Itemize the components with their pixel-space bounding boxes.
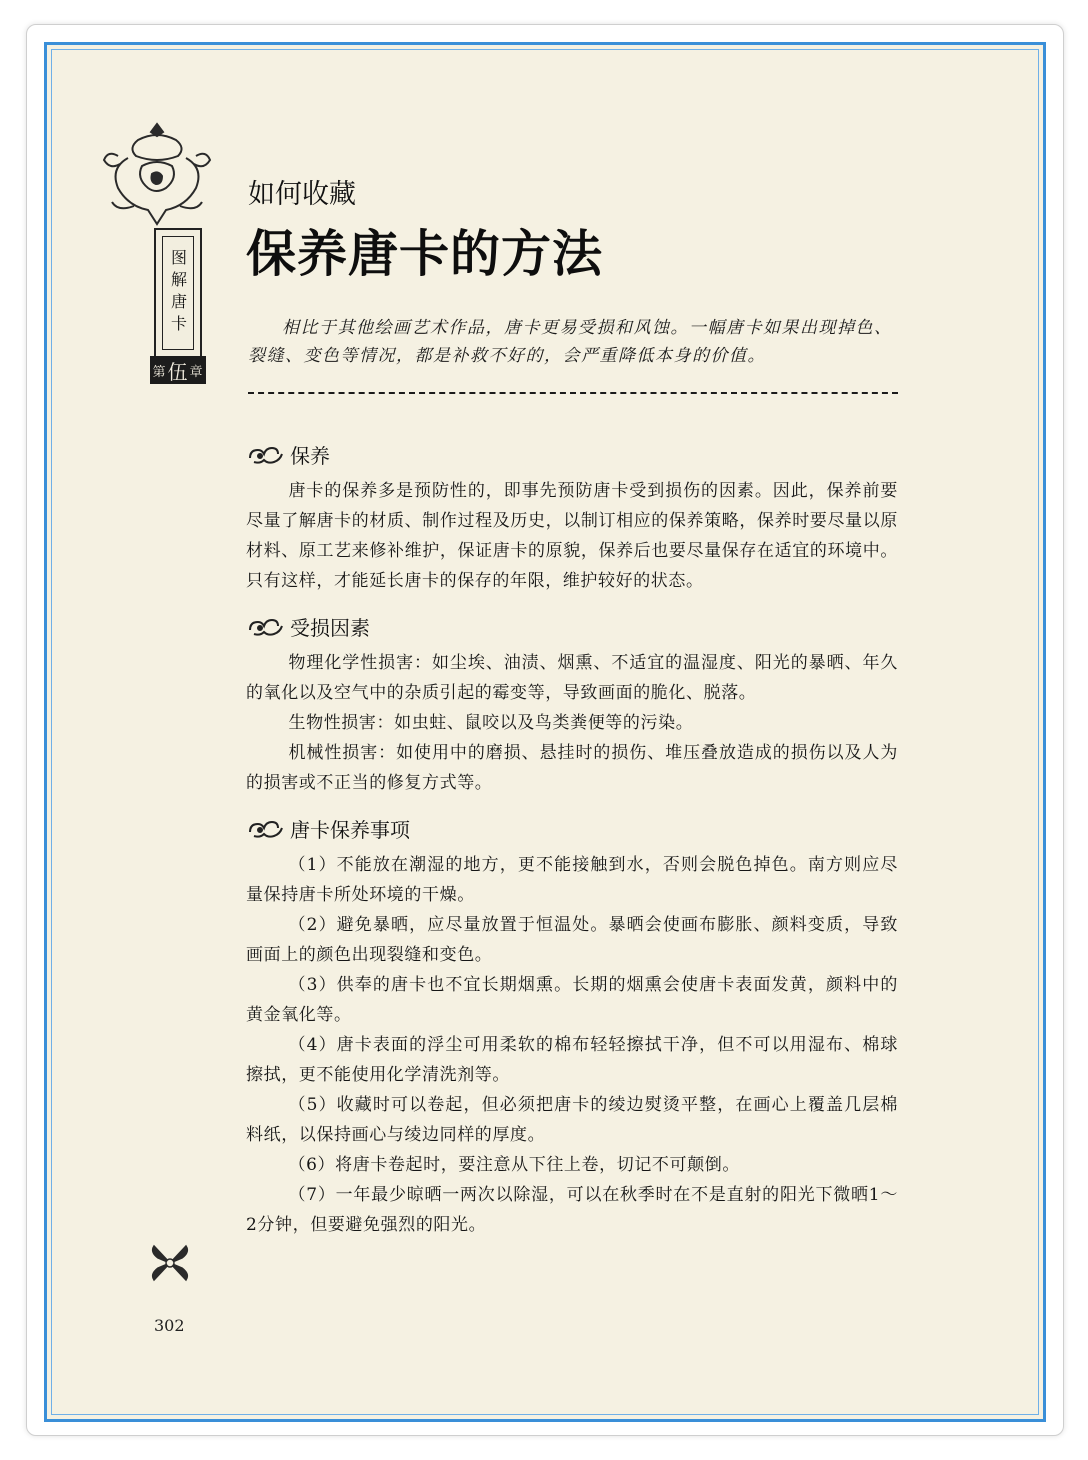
section-heading-damage-factors — [246, 612, 370, 641]
paragraph: （5）收藏时可以卷起，但必须把唐卡的绫边熨烫平整，在画心上覆盖几层棉料纸，以保持画心与绫边同样的厚度。 — [246, 1095, 898, 1145]
paragraph: 物理化学性损害：如尘埃、油渍、烟熏、不适宜的温湿度、阳光的暴晒、年久的氧化以及空气中的杂质引起的霉变等，导致画面的脆化、脱落。 — [246, 653, 898, 703]
vajra-ornament-icon — [146, 1240, 194, 1286]
section-body-damage-factors — [246, 648, 898, 798]
intro-paragraph — [248, 314, 898, 370]
conch-shell-icon — [98, 116, 216, 226]
section-heading-maintenance — [246, 440, 330, 469]
section-heading-text: 唐卡保养事项 — [290, 818, 410, 842]
paragraph: （1）不能放在潮湿的地方，更不能接触到水，否则会脱色掉色。南方则应尽量保持唐卡所处环境的干燥。 — [246, 855, 898, 905]
chapter-prefix: 第 — [152, 364, 167, 380]
section-heading-text: 保养 — [290, 444, 330, 468]
chapter-number: 伍 — [167, 359, 189, 384]
cloud-scroll-icon — [246, 444, 286, 466]
book-series-label: 图解唐卡 — [168, 249, 188, 337]
paragraph: 生物性损害：如虫蛀、鼠咬以及鸟类粪便等的污染。 — [288, 713, 694, 733]
paragraph: （7）一年最少晾晒一两次以除湿，可以在秋季时在不是直射的阳光下微晒1～2分钟，但要避免强烈的阳光。 — [246, 1185, 898, 1235]
paragraph: （3）供奉的唐卡也不宜长期烟熏。长期的烟熏会使唐卡表面发黄，颜料中的黄金氧化等。 — [246, 975, 898, 1025]
cloud-scroll-icon — [246, 818, 286, 840]
cloud-scroll-icon — [246, 616, 286, 638]
section-heading-care-notes — [246, 814, 410, 843]
chapter-badge — [150, 356, 206, 384]
page-subtitle: 如何收藏 — [248, 179, 356, 210]
intro-text: 相比于其他绘画艺术作品，唐卡更易受损和风蚀。一幅唐卡如果出现掉色、裂缝、变色等情况，都是补救不好的，会严重降低本身的价值。 — [248, 318, 893, 366]
paragraph: 机械性损害：如使用中的磨损、悬挂时的损伤、堆压叠放造成的损伤以及人为的损害或不正当的修复方式等。 — [246, 743, 898, 793]
paragraph: （6）将唐卡卷起时，要注意从下往上卷，切记不可颠倒。 — [288, 1155, 740, 1175]
section-body-care-notes — [246, 850, 898, 1240]
chapter-side-tab — [154, 228, 202, 358]
divider — [248, 392, 898, 394]
paragraph: （2）避免暴晒，应尽量放置于恒温处。暴晒会使画布膨胀、颜料变质，导致画面上的颜色出现裂缝和变色。 — [246, 915, 898, 965]
section-body-maintenance — [246, 476, 898, 596]
section-heading-text: 受损因素 — [290, 616, 370, 640]
chapter-suffix: 章 — [189, 364, 204, 380]
page-title: 保养唐卡的方法 — [246, 225, 603, 283]
paragraph: 唐卡的保养多是预防性的，即事先预防唐卡受到损伤的因素。因此，保养前要尽量了解唐卡的材质、制作过程及历史，以制订相应的保养策略，保养时要尽量以原材料、原工艺来修补维护，保证唐卡的原貌，保养后也要尽量保存在适宜的环境中。只有这样，才能延长唐卡的保存的年限，维护较好的状态。 — [246, 481, 898, 591]
paragraph: （4）唐卡表面的浮尘可用柔软的棉布轻轻擦拭干净，但不可以用湿布、棉球擦拭，更不能使用化学清洗剂等。 — [246, 1035, 898, 1085]
page-number: 302 — [154, 1316, 185, 1335]
